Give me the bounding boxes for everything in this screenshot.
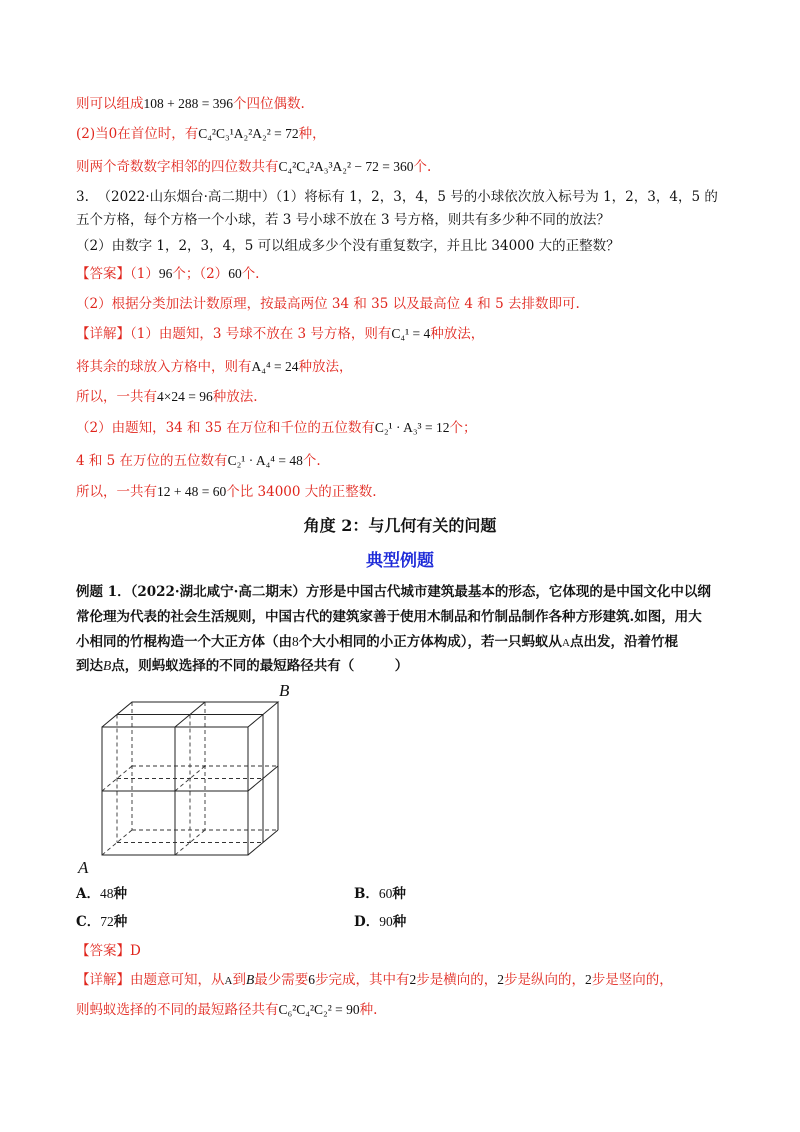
example-text: 方形是中国古代城市建筑最基本的形态，它体现的是中国文化中以纲	[305, 584, 711, 600]
option-unit: 种	[392, 914, 407, 930]
text: （2）根据分类加法计数原理，按最高两位 34 和 35 以及最高位 4 和 5 去排数即可.	[76, 296, 580, 312]
text: 由题意可知，从	[130, 972, 225, 988]
option-value: 48	[99, 886, 114, 901]
detail-tag: 【详解】	[76, 972, 130, 988]
option-unit: 种	[113, 886, 127, 902]
option-label: A．	[76, 886, 100, 902]
formula: C₂¹ · A₄⁴ = 48	[227, 453, 303, 468]
answer-value: 96	[158, 266, 173, 281]
detail-example-1-line-2	[76, 1000, 377, 1020]
option-value: 90	[379, 914, 393, 929]
section-subtitle: 典型例题	[366, 551, 434, 571]
text: 种放法，	[430, 326, 485, 342]
question-3-line-1	[76, 187, 718, 207]
text: 种.	[359, 1002, 378, 1018]
cube-figure	[70, 680, 300, 880]
text: 步是竖向的，	[591, 972, 673, 988]
answer-3	[76, 264, 259, 284]
text: 步是纵向的，	[503, 972, 585, 988]
text: （1）由题知，3 号球不放在 3 号方格，则有	[130, 326, 392, 342]
text: 所以，一共有	[76, 484, 157, 500]
text: 所以，一共有	[76, 389, 157, 405]
text: 到	[232, 972, 246, 988]
number: 6	[308, 972, 315, 987]
cube-hidden-edges	[102, 702, 278, 855]
example-text: 点，则蚂蚁选择的不同的最短路径共有（ ）	[111, 658, 409, 674]
text: 将其余的球放入方格中，则有	[76, 359, 252, 375]
number: 8	[292, 634, 299, 649]
example-text: 点出发，沿着竹棍	[569, 634, 678, 650]
answer-tag: 【答案】	[76, 943, 130, 959]
number: 2	[497, 972, 504, 987]
example-label: 例题 1．	[76, 584, 131, 600]
text: 个.	[302, 453, 321, 469]
detail-3-line-2	[76, 357, 353, 377]
text: 则可以组成	[76, 96, 144, 112]
point-label: A	[224, 975, 233, 987]
answer-value: 60	[228, 266, 242, 281]
number: 2	[584, 972, 592, 987]
text: 4 和 5 在万位的五位数有	[76, 453, 228, 469]
text: 则两个奇数数字相邻的四位数共有	[76, 159, 279, 175]
detail-tag: 【详解】	[76, 326, 130, 342]
option-unit: 种	[113, 914, 128, 930]
text: 最少需要	[254, 972, 309, 988]
formula: C₂¹ · A₃³ = 12	[374, 420, 450, 435]
point-b-label: B	[279, 681, 290, 700]
example-1-line-4	[76, 656, 408, 676]
detail-3-line-6	[76, 482, 377, 502]
detail-3-line-4	[76, 418, 476, 438]
point-label: B	[103, 658, 112, 673]
option-c[interactable]	[76, 912, 127, 932]
option-label: C．	[76, 914, 101, 930]
detail-3-line-3	[76, 387, 258, 407]
option-value: 60	[378, 886, 393, 901]
option-label: D．	[354, 914, 380, 930]
formula: C₄²C₃¹A₂²A₂² = 72	[198, 126, 299, 141]
example-text: 个大小相同的小正方体构成），若一只蚂蚁从	[298, 634, 562, 650]
detail-3-line-1	[76, 324, 484, 344]
formula: 4×24 = 96	[157, 389, 213, 404]
answer-tag: 【答案】	[76, 266, 130, 282]
question-number: 3.	[76, 189, 89, 205]
option-a[interactable]	[76, 884, 127, 904]
example-text: 到达	[76, 658, 103, 674]
example-1-line-3	[76, 632, 678, 653]
example-text: 小相同的竹棍构造一个大正方体（由	[76, 634, 292, 650]
text: （2）由题知，34 和 35 在万位和千位的五位数有	[76, 420, 375, 436]
formula: C₆²C₄²C₂² = 90	[278, 1002, 360, 1017]
formula: C₄²C₄²A₃³A₂² − 72 = 360	[278, 159, 414, 174]
option-label: B．	[354, 886, 379, 902]
text: 个比 34000 大的正整数.	[226, 484, 377, 500]
point-label: A	[562, 637, 570, 649]
text: 则蚂蚁选择的不同的最短路径共有	[76, 1002, 279, 1018]
detail-example-1-line-1	[76, 970, 673, 991]
text: 个；（2）	[172, 266, 229, 282]
section-title: 角度 2：与几何有关的问题	[303, 516, 497, 535]
formula: 108 + 288 = 396	[143, 96, 233, 111]
point-label: B	[245, 972, 255, 987]
example-text: 常伦理为代表的社会生活规则，中国古代的建筑家善于使用木制品和竹制品制作各种方形建筑.如图，用大	[76, 609, 702, 625]
formula: 12 + 48 = 60	[157, 484, 227, 499]
text: 步完成，其中有	[314, 972, 410, 988]
text: 步是横向的，	[416, 972, 498, 988]
text: (2)当0在首位时，有	[76, 126, 199, 142]
text: 个；	[449, 420, 477, 436]
number: 2	[409, 972, 417, 987]
question-source: （2022·山东烟台·高二期中）	[97, 189, 276, 205]
detail-3-line-5	[76, 451, 321, 471]
text: （1）	[130, 266, 159, 282]
option-value: 72	[100, 914, 114, 929]
line-zero-first	[76, 124, 326, 144]
text: 个.	[241, 266, 260, 282]
text: 个四位偶数.	[232, 96, 305, 112]
answer-3-method	[76, 294, 580, 314]
line-four-digit-even	[76, 94, 305, 114]
answer-value: D	[130, 943, 141, 959]
text: 种，	[298, 126, 326, 142]
option-unit: 种	[392, 886, 406, 902]
line-odd-adjacent	[76, 157, 431, 177]
text: 种放法.	[212, 389, 258, 405]
formula: A₄⁴ = 24	[251, 359, 299, 374]
option-b[interactable]	[354, 884, 406, 904]
answer-example-1	[76, 941, 141, 961]
example-source: （2022·湖北咸宁·高二期末）	[130, 584, 306, 600]
cube-diagram	[70, 680, 300, 880]
option-d[interactable]	[354, 912, 406, 932]
question-3-line-2	[76, 210, 610, 230]
text: 种放法，	[298, 359, 353, 375]
point-a-label: A	[78, 858, 89, 877]
example-1-line-2	[76, 607, 702, 627]
text: 个.	[413, 159, 432, 175]
question-3-line-3	[76, 236, 620, 256]
question-text: （2）由数字 1，2，3，4，5 可以组成多少个没有重复数字，并且比 34000 大的正整数？	[76, 238, 620, 254]
example-1-line-1	[76, 582, 711, 602]
question-text: 五个方格，每个方格一个小球，若 3 号小球不放在 3 号方格，则共有多少种不同的放法？	[76, 212, 610, 228]
formula: C₄¹ = 4	[391, 326, 431, 341]
question-text: （1）将标有 1，2，3，4，5 号的小球依次放入标号为 1，2，3，4，5 的	[275, 189, 718, 205]
